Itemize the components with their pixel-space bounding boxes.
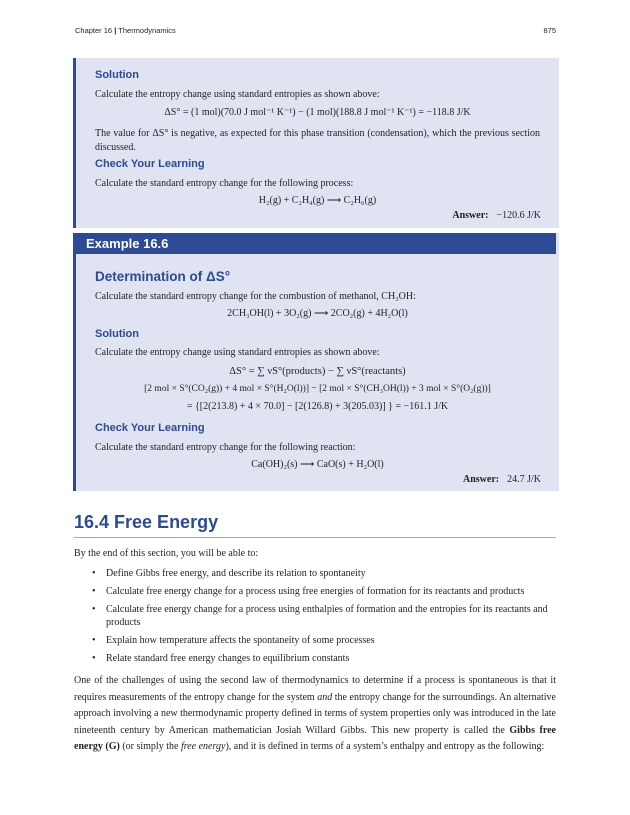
emphasis-free-energy: free energy	[180, 741, 226, 753]
chapter-title: Thermodynamics	[118, 26, 176, 35]
entropy-sum-equation: ΔS° = ∑ νS°(products) − ∑ νS°(reactants)	[229, 366, 406, 377]
entropy-substitution: [2 mol × S°(CO₂(g)) + 4 mol × S°(H₂O(l))] − [2 mol × S°(CH₃OH(l)) + 3 mol × S°(O₂(g))]	[144, 384, 491, 394]
check-learning-equation: Ca(OH)₂(s) ⟶ CaO(s) + H₂O(l)	[251, 459, 384, 470]
example-box	[73, 233, 559, 491]
list-item: • Explain how temperature affects the spontaneity of some processes	[74, 634, 556, 647]
answer	[463, 474, 541, 485]
entropy-result: = {[2(213.8) + 4 × 70.0] − [2(126.8) + 3(205.03)] } = −161.1 J/K	[186, 401, 449, 412]
example-title: Determination of ΔS°	[95, 269, 231, 284]
solution-heading: Solution	[95, 328, 139, 340]
emphasis-and: and	[317, 691, 333, 703]
example-continuation-box	[73, 58, 559, 228]
list-item: • Calculate free energy change for a process using free energies of formation for its reactants and products	[74, 585, 556, 598]
explanation-text: The value for ΔS° is negative, as expected for this phase transition (condensation), which the previous section discussed.	[95, 128, 540, 153]
example-intro: Calculate the standard entropy change for the combustion of methanol, CH₃OH:	[95, 291, 416, 302]
running-head	[75, 26, 176, 35]
page-header	[75, 26, 556, 35]
paragraph-text: (or simply the	[119, 741, 181, 753]
paragraph-text: One of the challenges of using the second law of thermodynamics to determine if a process is spontaneous is that it requires measurements of the entropy change for the system	[74, 675, 556, 703]
solution-heading: Solution	[95, 69, 139, 81]
check-learning-heading: Check Your Learning	[95, 422, 205, 434]
solution-text: Calculate the entropy change using standard entropies as shown above:	[95, 89, 380, 100]
list-item: • Calculate free energy change for a process using enthalpies of formation and the entropies for its reactants and products	[74, 603, 556, 629]
combustion-reaction: 2CH₃OH(l) + 3O₂(g) ⟶ 2CO₂(g) + 4H₂O(l)	[227, 308, 408, 319]
answer-label: Answer:	[462, 474, 500, 485]
solution-text: Calculate the entropy change using standard entropies as shown above:	[95, 347, 380, 358]
check-learning-text: Calculate the standard entropy change for the following process:	[95, 178, 354, 189]
page-number: 875	[543, 26, 556, 35]
check-learning-equation: H₂(g) + C₂H₄(g) ⟶ C₂H₆(g)	[258, 195, 377, 206]
list-item: • Define Gibbs free energy, and describe its relation to spontaneity	[74, 567, 556, 580]
check-learning-heading: Check Your Learning	[95, 158, 205, 170]
entropy-equation: ΔS° = (1 mol)(70.0 J mol⁻¹ K⁻¹) − (1 mol)(188.8 J mol⁻¹ K⁻¹) = −118.8 J/K	[164, 107, 471, 118]
body-paragraph	[74, 673, 556, 756]
answer-value: −120.6 J/K	[496, 210, 541, 221]
section-title: 16.4 Free Energy	[74, 512, 556, 538]
answer-value: 24.7 J/K	[507, 474, 541, 485]
key-term: Gibbs free energy (G)	[74, 724, 556, 753]
header-separator: |	[114, 26, 117, 35]
answer-label: Answer:	[452, 210, 489, 221]
list-item: • Relate standard free energy changes to equilibrium constants	[74, 652, 556, 665]
paragraph-text: the entropy change for the surroundings. An alternative approach involving a new thermodynamic property defined in terms of system properties only was introduced in the late nineteenth century by American mathematician Josiah Willard Gibbs. This new property is called the	[74, 691, 556, 736]
learning-objectives-list	[74, 567, 556, 670]
learning-objectives-intro: By the end of this section, you will be able to:	[74, 548, 259, 559]
paragraph-text: ), and it is defined in terms of a system’s enthalpy and entropy as the following:	[225, 741, 545, 753]
chapter-label: Chapter 16	[75, 26, 113, 35]
answer	[452, 210, 541, 221]
check-learning-text: Calculate the standard entropy change for the following reaction:	[95, 442, 356, 453]
example-label-bar: Example 16.6	[73, 233, 556, 254]
